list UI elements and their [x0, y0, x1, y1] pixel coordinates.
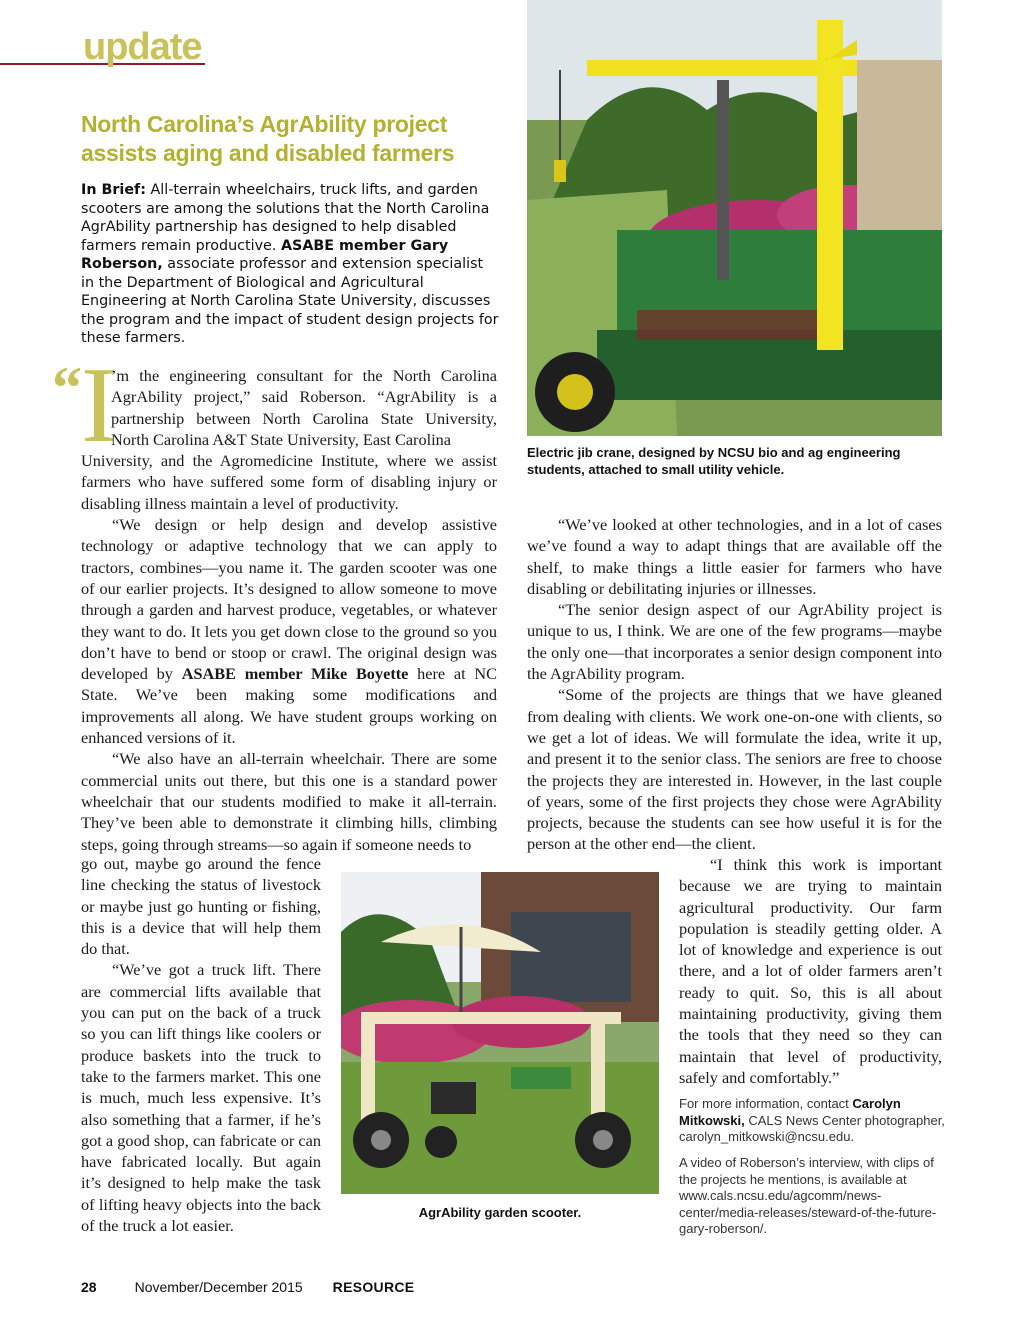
brief-text-2: associate professor and extension specialist in the Department of Biological and Agricultural Engineering at North Carolina State University, discusses the program and the impact of student design projects for these farmers. — [81, 256, 499, 346]
in-brief-summary — [81, 181, 499, 348]
brief-member: ASABE member Gary Roberson, — [81, 237, 449, 272]
paragraph-7: “Some of the projects are things that we have gleaned from dealing with clients. We work one-on-one with clients, so we get a lot of ideas. We will formulate the idea, write it up, and present it to the senior class. The seniors are free to choose the projects they are interested in. However, in the last couple of years, some of the first projects they chose were AgrAbility projects, because the students can see how useful it is for the person at the other end—the client. — [527, 685, 942, 854]
headline-line-1: North Carolina’s AgrAbility project — [81, 111, 448, 137]
crane-photo — [527, 0, 942, 436]
crane-photo-caption: Electric jib crane, designed by NCSU bio and ag engineering students, attached to small utility vehicle. — [527, 445, 901, 477]
contact-name: Carolyn Mitkowski, — [679, 1096, 901, 1128]
paragraph-5: “We’ve looked at other technologies, and in a lot of cases we’ve found a way to adapt things that are available off the shelf, to make things a little easier for farmers who have disabling or debilitating injuries or illnesses. — [527, 515, 942, 598]
magazine-name: RESOURCE — [332, 1279, 415, 1295]
issue-date: November/December 2015 — [134, 1279, 303, 1295]
page-footer — [81, 1278, 414, 1296]
scooter-photo — [341, 872, 659, 1194]
paragraph-6: “The senior design aspect of our AgrAbility project is unique to us, I think. We are one of the few programs—maybe the only one—that incorporates a senior design component into the AgrAbility program. — [527, 600, 942, 684]
video-note: A video of Roberson’s interview, with clips of the projects he mentions, is available at www.cals.ncsu.edu/agcomm/news-center/media-releases/steward-of-the-future-gary-roberson/. — [679, 1155, 937, 1236]
paragraph-1-rest: University, and the Agromedicine Institute, where we assist farmers who have suffered some form of disabling injury or disabling illness maintain a level of productivity. — [81, 451, 497, 513]
article-column-1 — [81, 365, 497, 855]
article-column-1-narrow — [81, 853, 321, 1236]
headline-line-2: assists aging and disabled farmers — [81, 140, 455, 166]
paragraph-1-capped: ’m the engineering consultant for the North Carolina AgrAbility project,” said Roberson. “AgrAbility is a partnership between North Carolina State University, North Carolina A&T State University, East Carolina — [111, 366, 497, 449]
contact-text-2: CALS News Center photographer, carolyn_mitkowski@ncsu.edu. — [679, 1112, 945, 1144]
brief-lead: In Brief: — [81, 182, 146, 198]
paragraph-2-a: “We design or help design and develop assistive technology or adaptive technology that we can apply to tractors, combines—you name it. The garden scooter was one of our earlier projects. It’s designed to allow someone to move through a garden and harvest produce, vegetables, or whatever they want to do. It lets you get down close to the ground so you don’t have to bend or stoop or crawl. The original design was developed by — [81, 515, 497, 684]
section-label: update — [83, 26, 202, 68]
drop-cap: I — [81, 346, 117, 465]
brief-text-1: All-terrain wheelchairs, truck lifts, and garden scooters are among the solutions that the North Carolina AgrAbility partnership has designed to help disabled farmers remain productive. — [81, 182, 490, 254]
article-column-2 — [527, 514, 942, 855]
paragraph-3-bottom: go out, maybe go around the fence line checking the status of livestock or maybe just go hunting or fishing, this is a device that will help them do that. — [81, 854, 321, 959]
paragraph-2-member: ASABE member Mike Boyette — [181, 664, 409, 684]
paragraph-8: “I think this work is important because we are trying to maintain agricultural productivity. Our farm population is steadily getting older. A lot of knowledge and experience is out there, and a lot of older farmers aren’t ready to quit. So, this is all about maintaining productivity, giving them the tools that they need so they can maintain that level of productivity, safely and comfortably.” — [679, 855, 942, 1087]
contact-note — [679, 1096, 945, 1146]
page-number: 28 — [81, 1279, 97, 1295]
paragraph-2 — [81, 514, 497, 748]
paragraph-4: “We’ve got a truck lift. There are commercial lifts available that you can put on the back of a truck so you can lift things like coolers or produce baskets into the truck to take to the farmers market. This one is much, much less expensive. It’s also something that a farmer, if he’s got a good shop, can fabricate or can have fabricated locally. But again it’s designed to help make the task of lifting heavy objects into the back of the truck a lot easier. — [81, 960, 321, 1236]
scooter-photo-caption: AgrAbility garden scooter. — [418, 1205, 582, 1220]
paragraph-3-top: “We also have an all-terrain wheelchair. There are some commercial units out there, but this one is a standard power wheelchair that our students modified to make it all-terrain. They’ve been able to demonstrate it climbing hills, climbing steps, going through streams—so again if someone needs to — [81, 749, 497, 854]
paragraph-2-b: here at NC State. We’ve been making some modifications and improvements all along. We have student groups working on enhanced versions of it. — [81, 664, 498, 748]
article-column-2-narrow — [679, 854, 942, 1088]
headline — [81, 110, 501, 168]
contact-text-1: For more information, contact — [679, 1096, 853, 1111]
open-quote-ornament: “ — [52, 355, 82, 421]
